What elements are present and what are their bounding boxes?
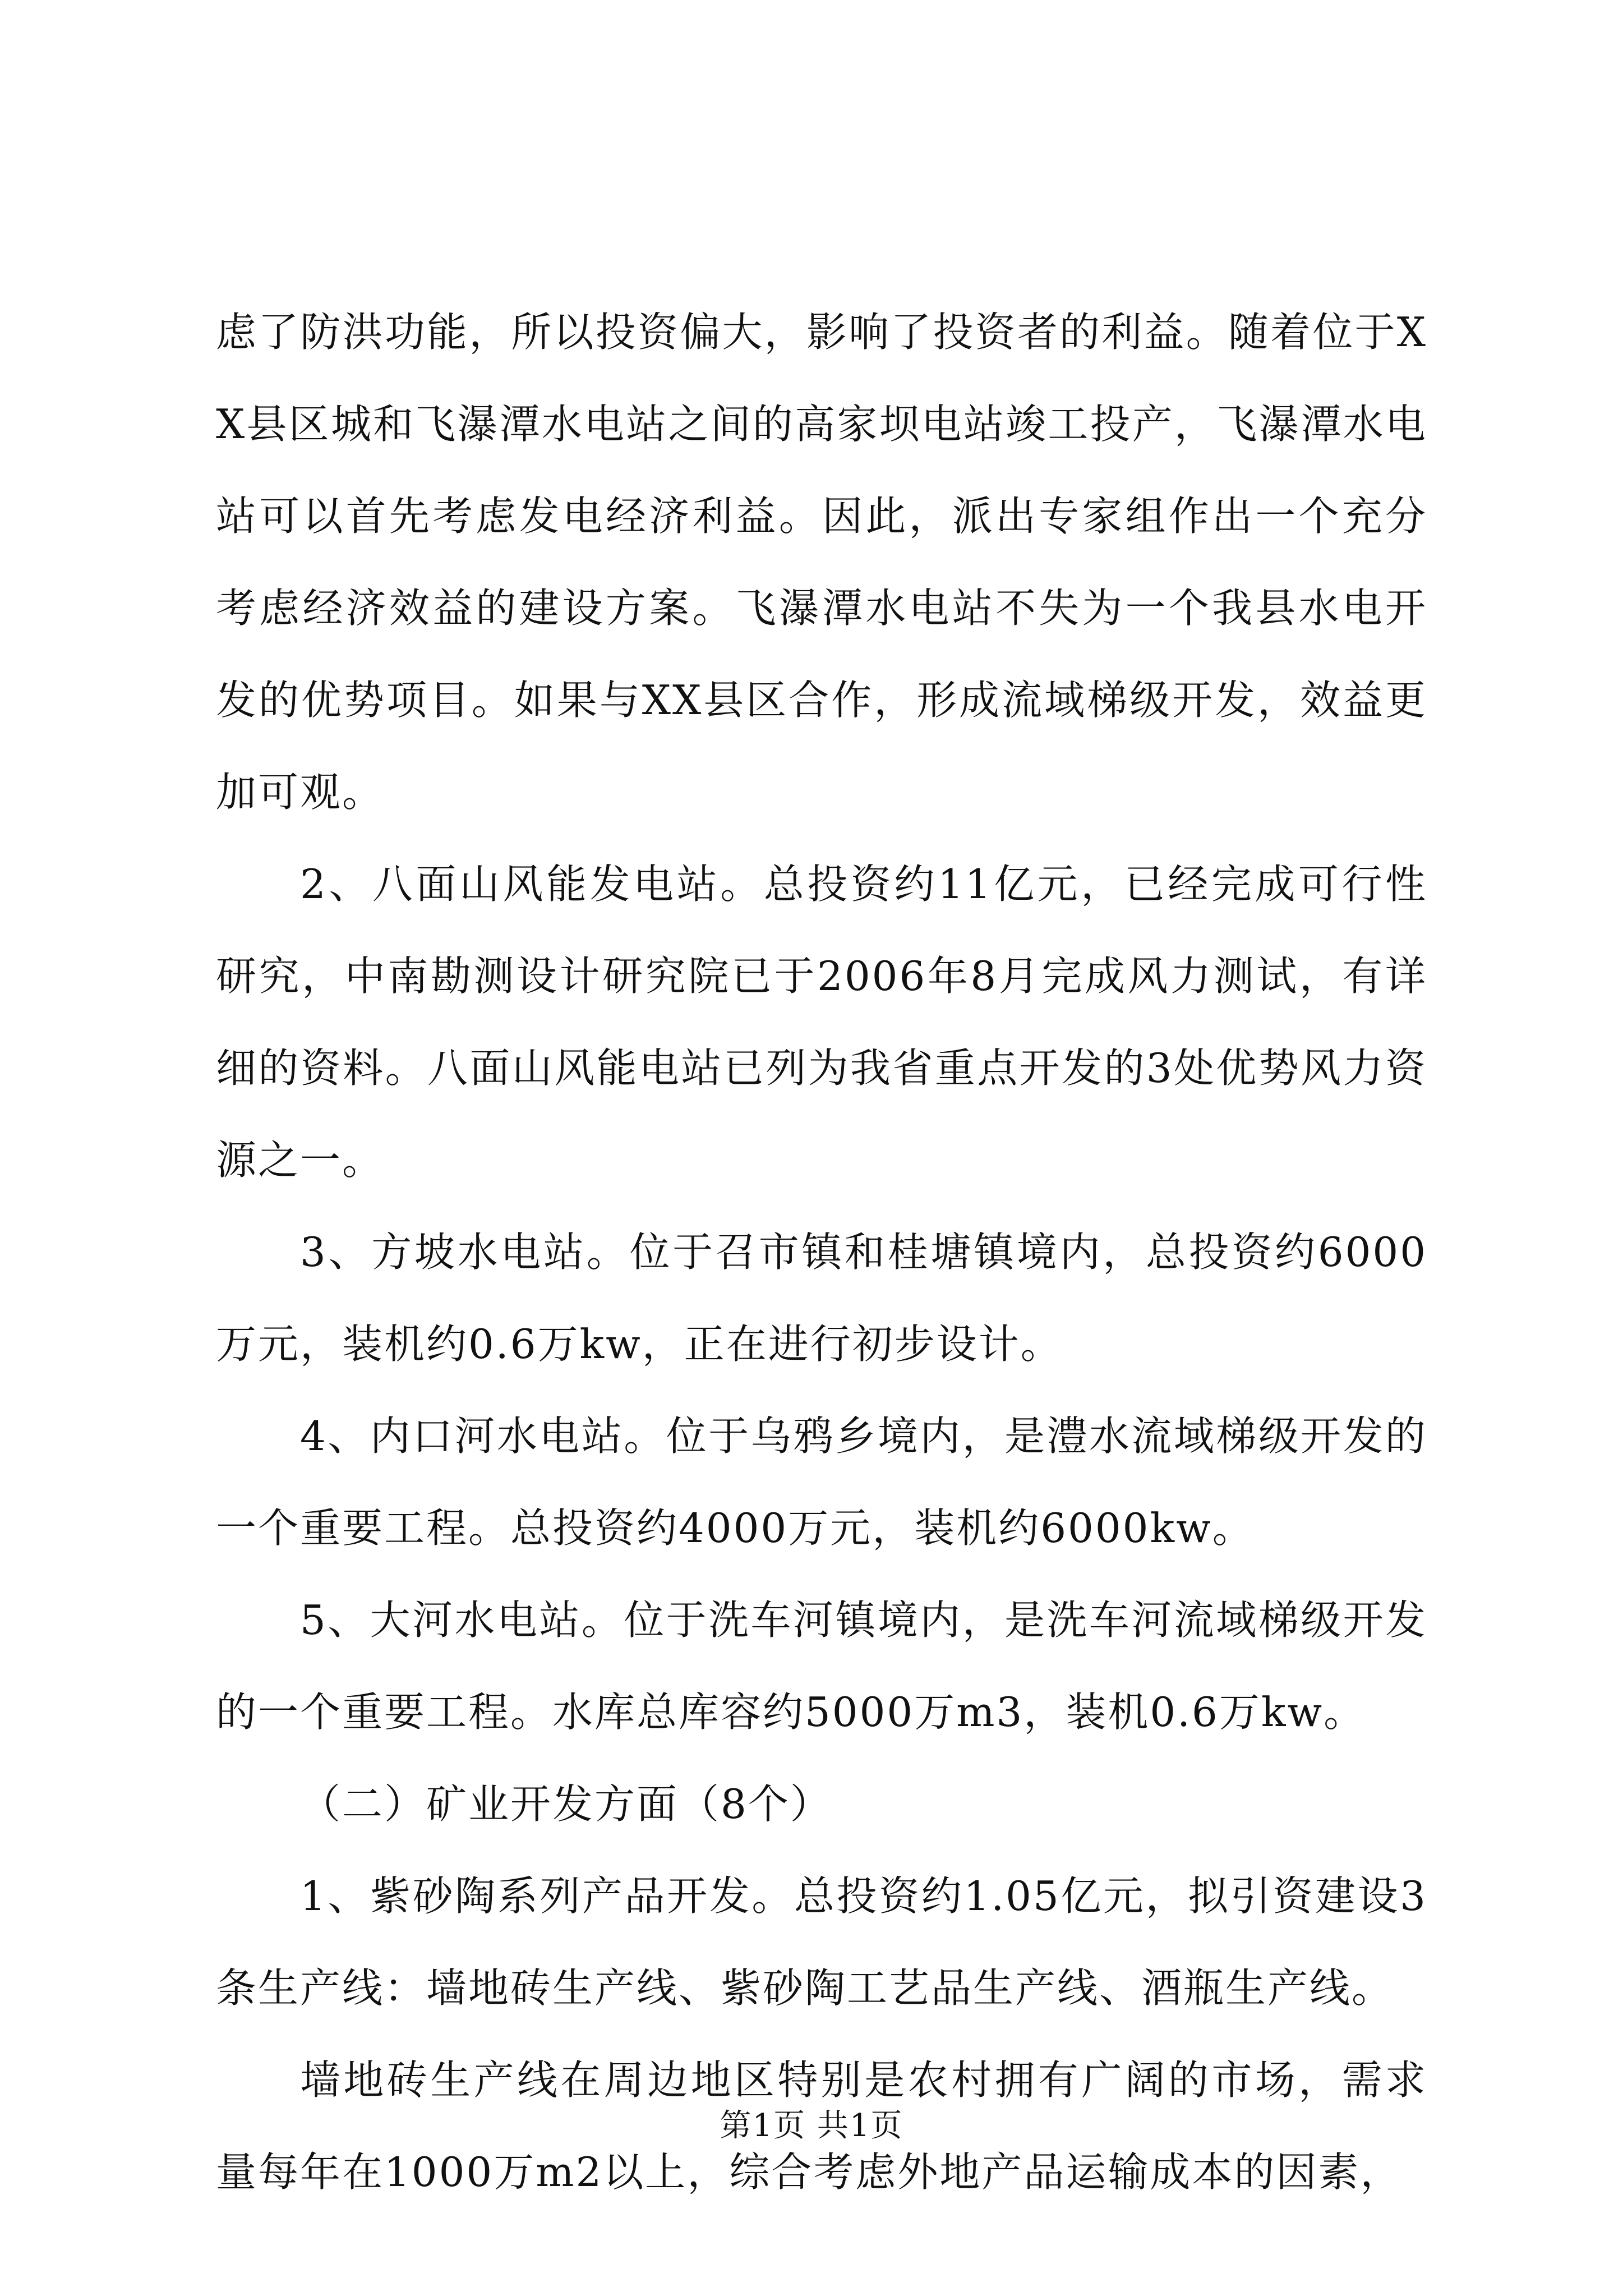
document-body [216, 286, 1427, 2218]
paragraph-4: 4、内口河水电站。位于乌鸦乡境内，是澧水流域梯级开发的一个重要工程。总投资约4000万元，装机约6000kw。 [216, 1412, 1427, 1552]
paragraph-1: 虑了防洪功能，所以投资偏大，影响了投资者的利益。随着位于XX县区城和飞瀑潭水电站之间的高家坝电站竣工投产，飞瀑潭水电站可以首先考虑发电经济利益。因此，派出专家组作出一个充分考虑经济效益的建设方案。飞瀑潭水电站不失为一个我县水电开发的优势项目。如果与XX县区合作，形成流域梯级开发，效益更加可观。 [216, 309, 1427, 816]
paragraph-3: 3、方坡水电站。位于召市镇和桂塘镇境内，总投资约6000万元，装机约0.6万kw，正在进行初步设计。 [216, 1228, 1427, 1368]
page-footer: 第1页 共1页 [720, 2108, 903, 2144]
paragraph-7: 墙地砖生产线在周边地区特别是农村拥有广阔的市场，需求量每年在1000万m2以上，综合考虑外地产品运输成本的因素， [216, 2056, 1427, 2196]
paragraph-6: 1、紫砂陶系列产品开发。总投资约1.05亿元，拟引资建设3条生产线：墙地砖生产线、紫砂陶工艺品生产线、酒瓶生产线。 [216, 1872, 1427, 2012]
paragraph-2: 2、八面山风能发电站。总投资约11亿元，已经完成可行性研究，中南勘测设计研究院已于2006年8月完成风力测试，有详细的资料。八面山风能电站已列为我省重点开发的3处优势风力资源之一。 [216, 861, 1427, 1184]
section-heading: （二）矿业开发方面（8个） [300, 1780, 832, 1828]
paragraph-5: 5、大河水电站。位于洗车河镇境内，是洗车河流域梯级开发的一个重要工程。水库总库容约5000万m3，装机0.6万kw。 [216, 1596, 1427, 1736]
